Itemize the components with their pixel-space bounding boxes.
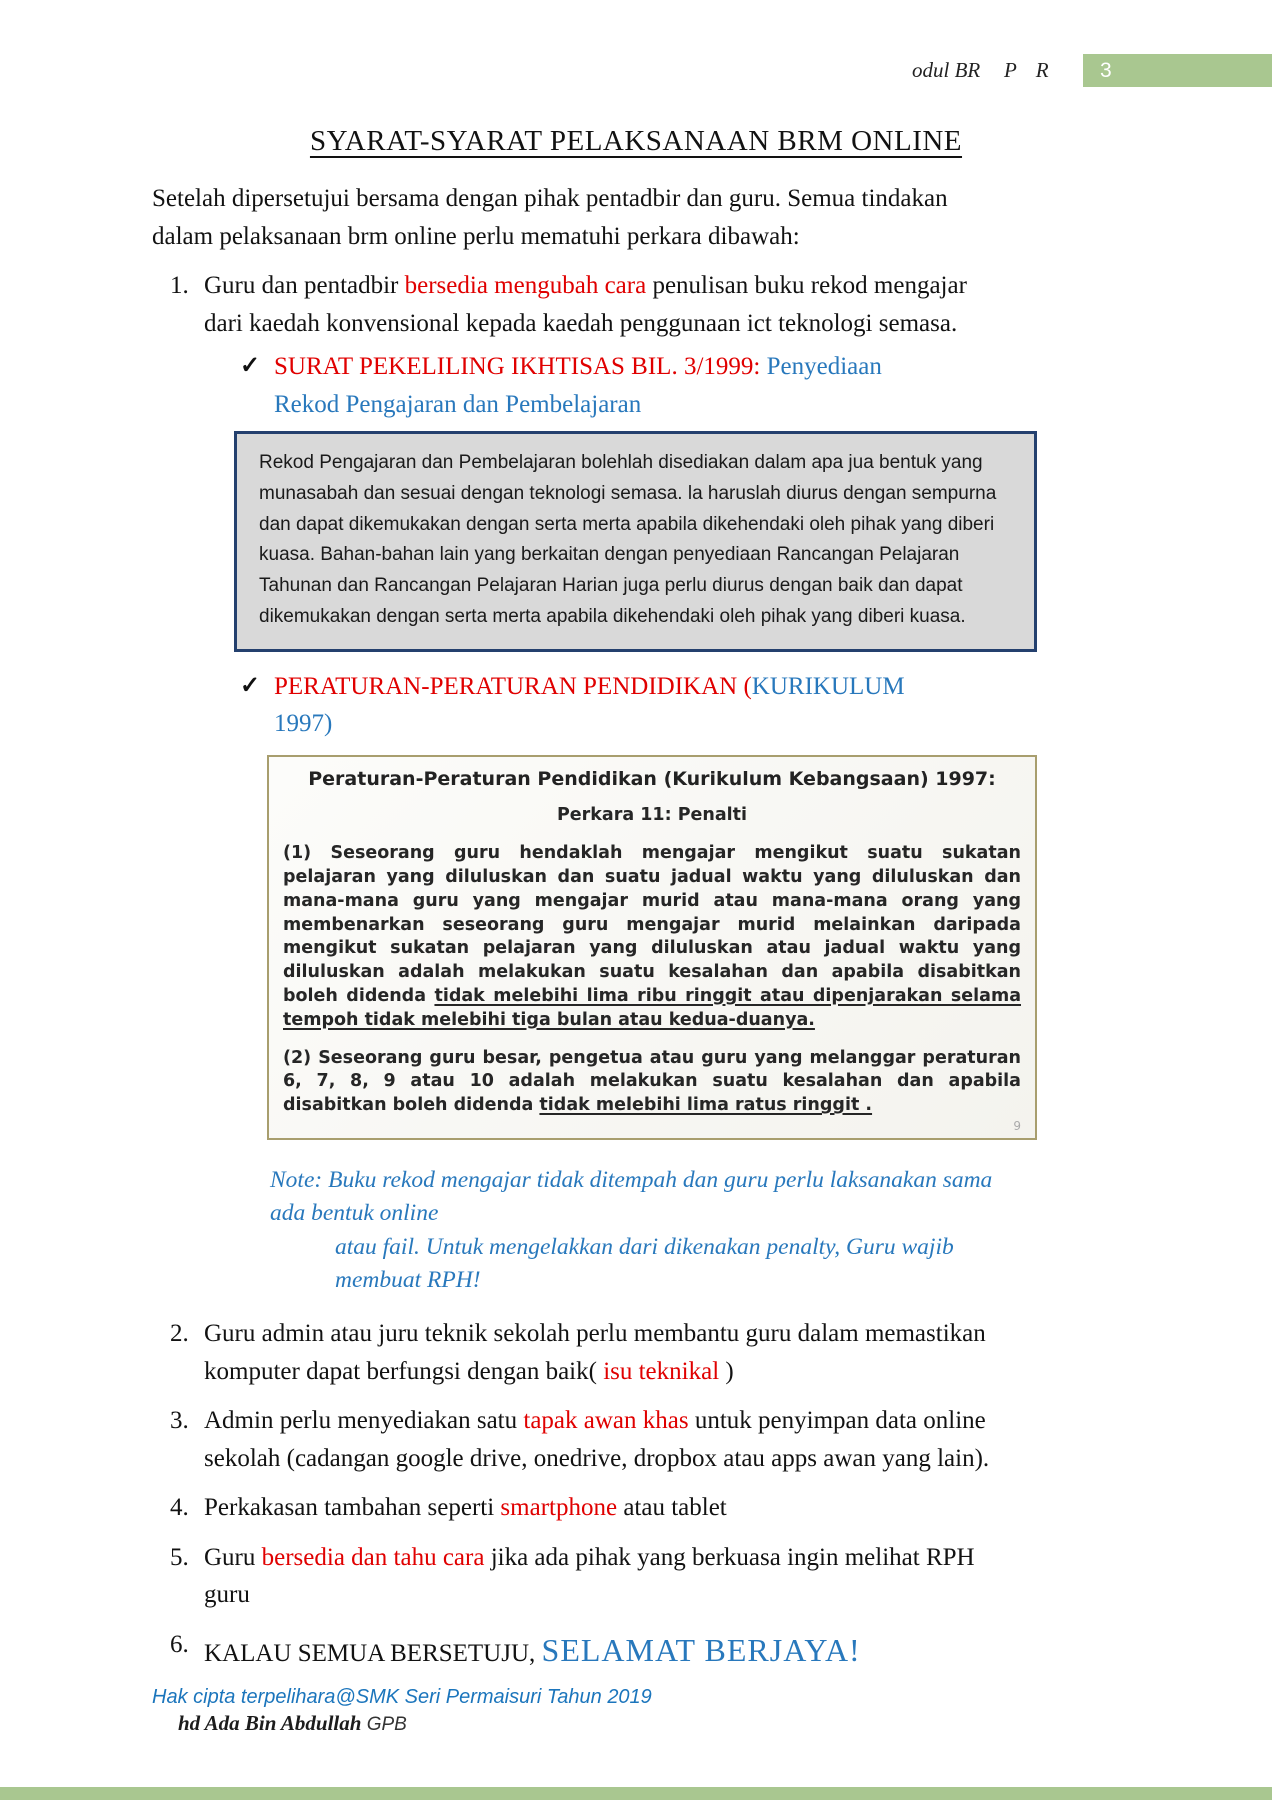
list-item-4 [152, 1489, 1120, 1527]
list-item-2-text: Guru admin atau juru teknik sekolah perlu membantu guru dalam memastikan komputer dapat berfungsi dengan baik( isu teknikal ) [204, 1320, 986, 1385]
page-footer [152, 1686, 652, 1736]
list-item-1 [152, 267, 1120, 1297]
checkmark-icon: ✓ [240, 353, 261, 379]
list-item-6 [152, 1626, 1120, 1674]
quote-box: Rekod Pengajaran dan Pembelajaran bolehlah disediakan dalam apa jua bentuk yang munasabah dan sesuai dengan teknologi semasa. la haruslah diurus dengan sempurna dan dapat dikemukakan dengan serta merta apabila dikehendaki oleh pihak yang diberi kuasa. Bahan-bahan lain yang berkaitan dengan penyediaan Rancangan Pelajaran Tahunan dan Rancangan Pelajaran Harian juga perlu diurus dengan baik dan dapat dikemukakan dengan serta merta apabila dikehendaki oleh pihak yang diberi kuasa. [234, 431, 1037, 652]
list-item-6-text: KALAU SEMUA BERSETUJU, SELAMAT BERJAYA! [204, 1631, 861, 1668]
check-bullet-2 [240, 668, 1004, 743]
check-bullet-1-text: SURAT PEKELILING IKHTISAS BIL. 3/1999: Penyediaan Rekod Pengajaran dan Pembelajaran [274, 353, 882, 418]
slide-paragraph-2: (2) Seseorang guru besar, pengetua atau guru yang melanggar peraturan 6, 7, 8, 9 atau 10 adalah melakukan suatu kesalahan dan apabila disabitkan boleh didenda tidak melebihi lima ratus ringgit . [283, 1047, 1021, 1116]
list-number: 4. [170, 1494, 189, 1522]
header-text-left: odul BR [912, 58, 981, 82]
note-line-1: Note: Buku rekod mengajar tidak ditempah dan guru perlu laksanakan sama ada bentuk online [270, 1166, 993, 1227]
list-item-5-text: Guru bersedia dan tahu cara jika ada pihak yang berkuasa ingin melihat RPH guru [204, 1543, 975, 1609]
list-item-4-text: Perkakasan tambahan seperti smartphone atau tablet [204, 1494, 727, 1522]
list-number: 2. [170, 1320, 189, 1348]
bottom-accent-bar [0, 1787, 1272, 1800]
list-item-3 [152, 1402, 1120, 1477]
slide-page-number: 9 [1013, 1118, 1021, 1133]
check-bullet-2-text: PERATURAN-PERATURAN PENDIDIKAN (KURIKULUM 1997) [274, 672, 905, 738]
page-number-badge: 3 [1083, 54, 1272, 87]
list-number: 6. [170, 1630, 189, 1658]
list-number: 5. [170, 1543, 189, 1571]
list-item-1-text: Guru dan pentadbir bersedia mengubah cara penulisan buku rekod mengajar dari kaedah konvensional kepada kaedah penggunaan ict teknologi semasa. [204, 272, 967, 337]
checkmark-icon: ✓ [240, 672, 261, 699]
list-number: 1. [170, 272, 189, 299]
regulation-slide [267, 755, 1037, 1140]
document-title: SYARAT-SYARAT PELAKSANAAN BRM ONLINE [309, 125, 963, 157]
page-header [0, 52, 1272, 92]
footer-author-suffix: GPB [366, 1714, 407, 1735]
header-text-right: P R [1004, 58, 1056, 82]
list-number: 3. [170, 1407, 189, 1435]
list-item-5 [152, 1539, 1120, 1614]
check-bullet-1 [240, 348, 1004, 423]
slide-paragraph-1: (1) Seseorang guru hendaklah mengajar mengikut suatu sukatan pelajaran yang diluluskan dan suatu jadual waktu yang diluluskan dan mana-mana guru yang mengajar murid atau mana-mana orang yang membenarkan seseorang guru mengajar murid melainkan daripada mengikut sukatan pelajaran yang diluluskan atau jadual waktu yang diluluskan adalah melakukan suatu kesalahan dan apabila disabitkan boleh didenda tidak melebihi lima ribu ringgit atau dipenjarakan selama tempoh tidak melebihi tiga bulan atau kedua-duanya. [283, 843, 1021, 1030]
list-item-3-text: Admin perlu menyediakan satu tapak awan khas untuk penyimpan data online sekolah (cadangan google drive, onedrive, dropbox atau apps awan yang lain). [204, 1407, 990, 1472]
list-item-2 [152, 1315, 1120, 1390]
note-text [270, 1164, 1004, 1297]
footer-copyright: Hak cipta terpelihara@SMK Seri Permaisuri Tahun 2019 [152, 1686, 652, 1708]
slide-heading: Peraturan-Peraturan Pendidikan (Kurikulum Kebangsaan) 1997: [308, 767, 996, 790]
footer-author [178, 1711, 652, 1736]
intro-paragraph: Setelah dipersetujui bersama dengan pihak pentadbir dan guru. Semua tindakan dalam pelaksanaan brm online perlu mematuhi perkara dibawah: [152, 185, 948, 250]
document-body [152, 125, 1120, 1674]
note-line-2: atau fail. Untuk mengelakkan dari dikenakan penalty, Guru wajib membuat RPH! [335, 1233, 954, 1294]
slide-subheading: Perkara 11: Penalti [556, 805, 748, 826]
footer-author-name: hd Ada Bin Abdullah [178, 1711, 367, 1735]
